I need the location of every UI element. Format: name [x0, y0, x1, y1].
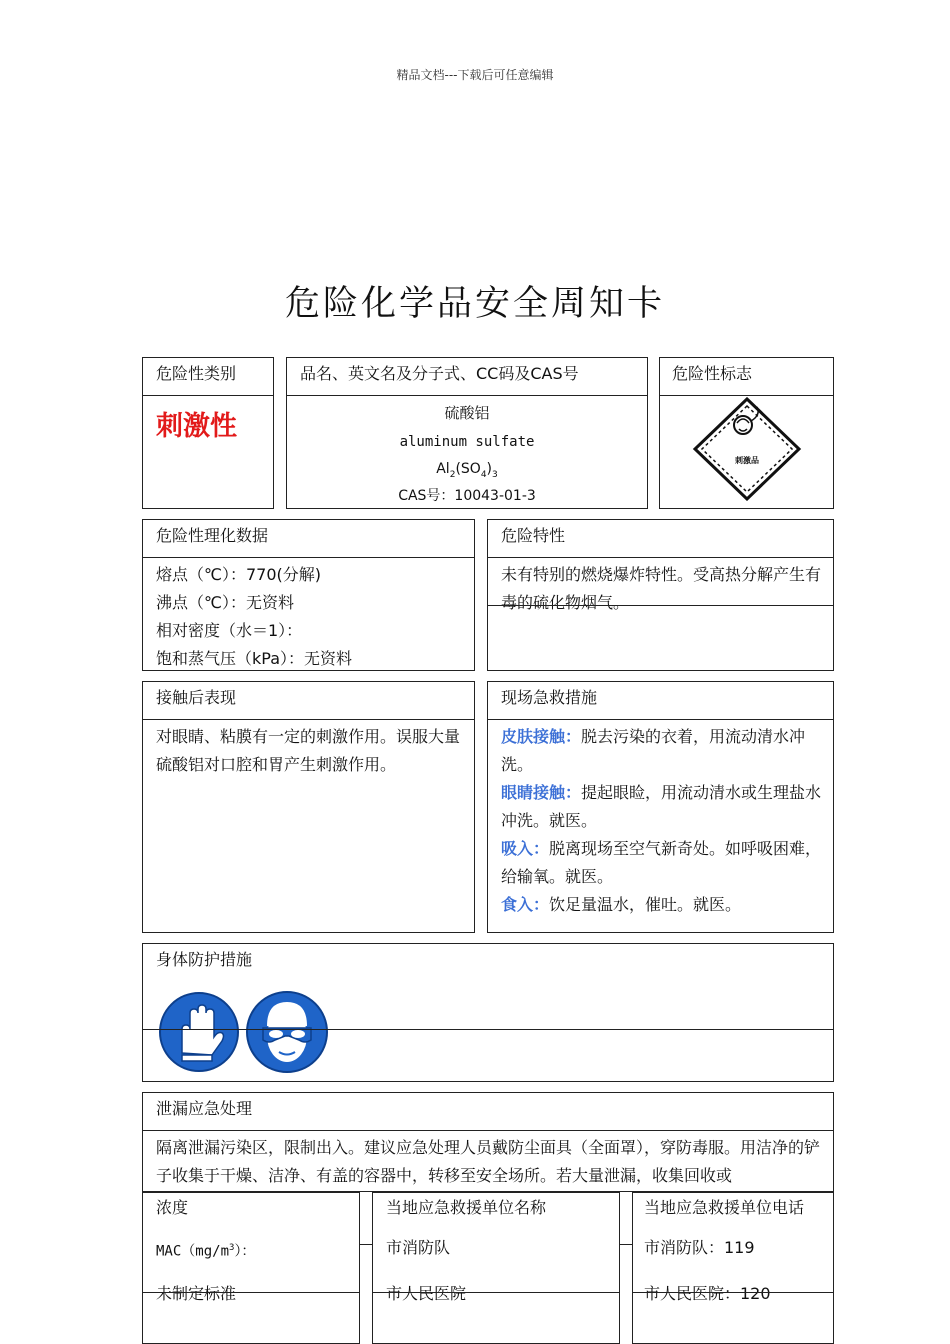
hazard-category-header: 危险性类别 — [156, 364, 237, 383]
divider — [372, 1292, 620, 1293]
first-aid-eye — [501, 779, 831, 835]
concentration-value: 未制定标准 — [156, 1284, 237, 1303]
formula-sub: 2 — [449, 469, 456, 480]
rescue-fire: 市消防队 — [386, 1238, 451, 1257]
sign-text: 刺激品 — [735, 456, 759, 465]
rescue-phone-fire: 市消防队：119 — [644, 1238, 755, 1257]
first-aid-ingestion — [501, 891, 831, 919]
first-aid-text: 脱离现场至空气新奇处。如呼吸困难，给输氧。就医。 — [501, 839, 822, 886]
identity-header: 品名、英文名及分子式、CC码及CAS号 — [300, 364, 579, 383]
formula-part: Al — [436, 461, 450, 477]
rescue-hospital: 市人民医院 — [386, 1284, 467, 1303]
first-aid-text: 提起眼睑，用流动清水或生理盐水冲洗。就医。 — [501, 783, 822, 830]
divider — [620, 1244, 632, 1245]
divider — [659, 395, 834, 396]
hazard-props-text: 未有特别的燃烧爆炸特性。受高热分解产生有毒的硫化物烟气。 — [501, 565, 822, 612]
physchem-lines — [156, 561, 466, 673]
concentration-header: 浓度 — [156, 1198, 189, 1217]
symptoms-header: 接触后表现 — [156, 688, 237, 707]
mac-sup: 3 — [229, 1243, 235, 1253]
divider — [142, 1029, 834, 1030]
first-aid-label: 食入： — [501, 895, 550, 914]
divider — [487, 719, 834, 720]
divider — [487, 605, 834, 606]
mac-label — [156, 1238, 255, 1262]
chemical-en-name: aluminum sulfate — [399, 434, 535, 450]
divider — [487, 557, 834, 558]
divider — [142, 1130, 834, 1131]
divider — [142, 1292, 360, 1293]
protective-gloves-icon — [158, 991, 240, 1073]
cas-number: CAS号：10043-01-3 — [398, 488, 536, 504]
melting-point: 熔点（℃）：770(分解) — [156, 565, 321, 584]
first-aid-skin — [501, 723, 831, 779]
formula-sub: 4 — [480, 469, 487, 480]
first-aid-label: 眼睛接触： — [501, 783, 582, 802]
spill-header: 泄漏应急处理 — [156, 1099, 253, 1118]
divider — [142, 719, 475, 720]
formula-sub: 3 — [492, 469, 498, 480]
safety-goggles-icon — [245, 990, 329, 1074]
formula-part: (SO — [455, 461, 481, 477]
rescue-name-header: 当地应急救援单位名称 — [386, 1198, 547, 1217]
first-aid-text: 饮足量温水，催吐。就医。 — [549, 895, 742, 914]
first-aid-inhalation — [501, 835, 831, 891]
hazard-sign-header: 危险性标志 — [672, 364, 753, 383]
mac-text: MAC（mg/m — [156, 1243, 230, 1260]
divider — [142, 395, 274, 396]
mac-tail: ）： — [234, 1243, 256, 1260]
physchem-header: 危险性理化数据 — [156, 526, 269, 545]
hazard-props-header: 危险特性 — [501, 526, 566, 545]
divider — [360, 1244, 372, 1245]
spill-text: 隔离泄漏污染区，限制出入。建议应急处理人员戴防尘面具（全面罩），穿防毒服。用洁净的铲子收集于干燥、洁净、有盖的容器中，转移至安全场所。若大量泄漏，收集回收或 — [156, 1138, 821, 1185]
hazard-category-value: 刺激性 — [156, 411, 237, 442]
first-aid-label: 皮肤接触： — [501, 727, 582, 746]
page-title: 危险化学品安全周知卡 — [284, 284, 665, 324]
first-aid-header: 现场急救措施 — [501, 688, 598, 707]
irritant-diamond-icon — [691, 397, 803, 501]
boiling-point: 沸点（℃）：无资料 — [156, 593, 294, 612]
first-aid-label: 吸入： — [501, 839, 550, 858]
divider — [286, 395, 648, 396]
header-note: 精品文档---下载后可任意编辑 — [396, 68, 554, 82]
vapor-pressure: 饱和蒸气压（kPa）：无资料 — [156, 649, 353, 668]
formula-part: ) — [486, 461, 493, 477]
rescue-phone-header: 当地应急救援单位电话 — [644, 1198, 805, 1217]
divider — [632, 1292, 834, 1293]
protection-header: 身体防护措施 — [156, 950, 253, 969]
chemical-cn-name: 硫酸铝 — [444, 404, 490, 422]
symptoms-text: 对眼睛、粘膜有一定的刺激作用。误服大量硫酸铝对口腔和胃产生刺激作用。 — [156, 727, 461, 774]
divider — [142, 557, 475, 558]
first-aid-list — [501, 723, 831, 919]
chemical-formula — [286, 459, 648, 485]
rescue-phone-hospital: 市人民医院：120 — [644, 1284, 771, 1303]
first-aid-text: 脱去污染的衣着，用流动清水冲洗。 — [501, 727, 806, 774]
relative-density: 相对密度（水＝1）： — [156, 621, 303, 640]
